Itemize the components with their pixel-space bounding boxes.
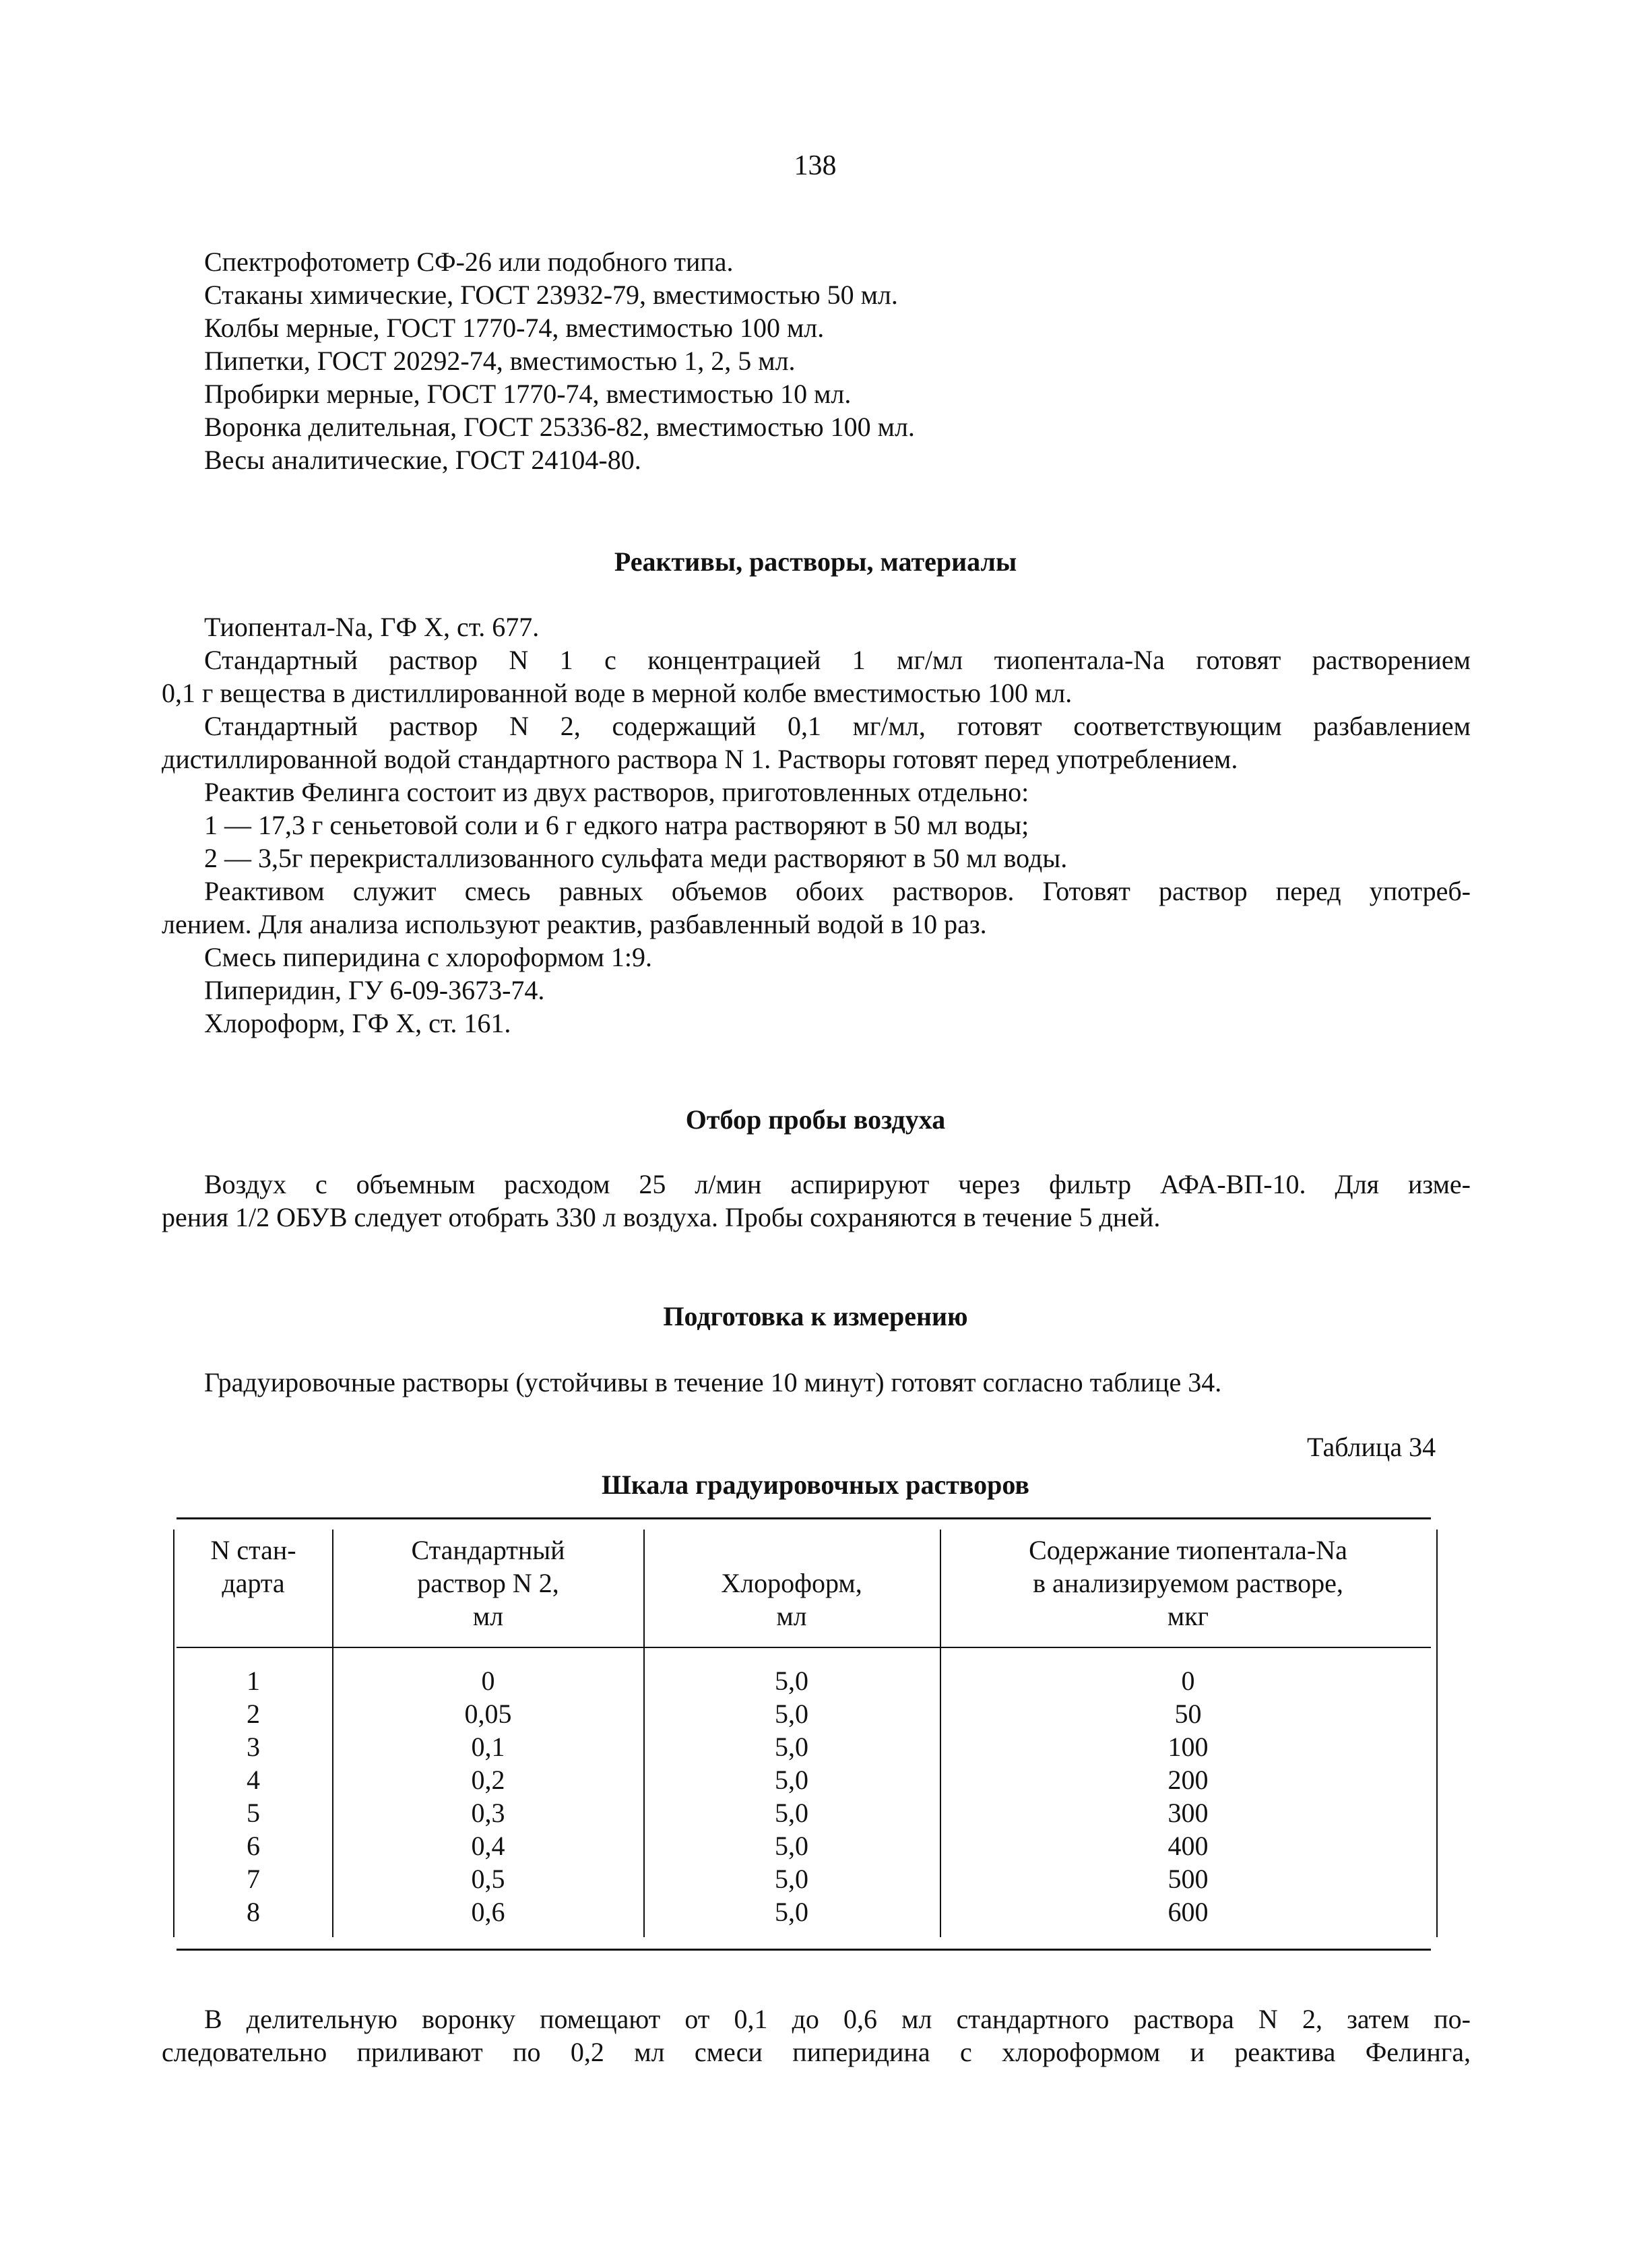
header-line: мкг (1167, 1601, 1209, 1631)
header-line: раствор N 2, (417, 1568, 559, 1598)
page-number: 138 (794, 150, 837, 181)
table-header-cell (645, 1567, 938, 1633)
table-cell: 5,0 (775, 1765, 808, 1795)
table-header-rule (177, 1647, 1431, 1648)
table-vline (332, 1530, 333, 1937)
table-vline (173, 1530, 174, 1937)
section-heading-reagents: Реактивы, растворы, материалы (614, 546, 1017, 577)
table-cell: 1 (247, 1666, 260, 1696)
table-cell: 7 (247, 1864, 260, 1894)
table-cell: 2 (247, 1699, 260, 1729)
reagent-line: Пиперидин, ГУ 6-09-3673-74. (204, 975, 545, 1005)
table-cell: 8 (247, 1897, 260, 1927)
reagent-line: дистиллированной водой стандартного раствора N 1. Растворы готовят перед употреблением. (162, 744, 1238, 774)
table-cell: 5,0 (775, 1831, 808, 1861)
table-cell: 5,0 (775, 1897, 808, 1927)
table-cell: 0,6 (471, 1897, 505, 1927)
header-line: Содержание тиопентала-Na (1029, 1535, 1347, 1565)
table-header-cell (942, 1534, 1434, 1633)
section-heading-sampling: Отбор пробы воздуха (685, 1104, 946, 1135)
table-vline (940, 1530, 941, 1937)
reagent-line: 0,1 г вещества в дистиллированной воде в мерной колбе вместимостью 100 мл. (162, 678, 1073, 708)
table-cell: 0,05 (464, 1699, 512, 1729)
reagent-line: 2 — 3,5г перекристаллизованного сульфата меди растворяют в 50 мл воды. (204, 843, 1068, 873)
section-heading-preparation: Подготовка к измерению (663, 1301, 968, 1331)
table-cell: 5,0 (775, 1699, 808, 1729)
table-cell: 4 (247, 1765, 260, 1795)
sampling-line: Воздух с объемным расходом 25 л/мин аспирируют через фильтр АФА-ВП-10. Для изме- (204, 1169, 1471, 1199)
equipment-item: Весы аналитические, ГОСТ 24104-80. (204, 445, 641, 475)
reagent-line: Реактив Фелинга состоит из двух растворов, приготовленных отдельно: (204, 777, 1029, 807)
table-cell: 6 (247, 1831, 260, 1861)
table-vline (1436, 1530, 1438, 1937)
table-cell: 400 (1168, 1831, 1209, 1861)
table-cell: 50 (1174, 1699, 1202, 1729)
table-cell: 3 (247, 1732, 260, 1762)
table-cell: 200 (1168, 1765, 1209, 1795)
equipment-item: Стаканы химические, ГОСТ 23932-79, вместимостью 50 мл. (204, 280, 898, 310)
table-cell: 0,5 (471, 1864, 505, 1894)
table-cell: 0,1 (471, 1732, 505, 1762)
header-line: мл (472, 1601, 504, 1631)
table-cell: 0 (481, 1666, 495, 1696)
header-line: мл (776, 1601, 807, 1631)
table-cell: 0 (1181, 1666, 1195, 1696)
header-line: дарта (222, 1568, 285, 1598)
table-bottom-rule (177, 1949, 1431, 1951)
table-cell: 0,3 (471, 1798, 505, 1828)
equipment-item: Воронка делительная, ГОСТ 25336-82, вместимостью 100 мл. (204, 412, 915, 442)
equipment-item: Пробирки мерные, ГОСТ 1770-74, вместимостью 10 мл. (204, 379, 852, 409)
reagent-line: Стандартный раствор N 1 с концентрацией 1 мг/мл тиопентала-Na готовят растворением (204, 645, 1471, 675)
table-cell: 5,0 (775, 1798, 808, 1828)
reagent-line: Тиопентал-Na, ГФ X, ст. 677. (204, 612, 540, 642)
reagent-line: Стандартный раствор N 2, содержащий 0,1 мг/мл, готовят соответствующим разбавлением (204, 711, 1471, 741)
reagent-line: лением. Для анализа используют реактив, разбавленный водой в 10 раз. (162, 909, 987, 939)
table-cell: 5,0 (775, 1732, 808, 1762)
table-vline (643, 1530, 645, 1937)
equipment-item: Пипетки, ГОСТ 20292-74, вместимостью 1, 2, 5 мл. (204, 346, 796, 376)
table-label: Таблица 34 (1307, 1432, 1436, 1462)
reagent-line: Хлороформ, ГФ X, ст. 161. (204, 1008, 511, 1038)
table-cell: 0,4 (471, 1831, 505, 1861)
header-line: Стандартный (411, 1535, 565, 1565)
table-header-cell (335, 1534, 641, 1633)
closing-line: следовательно приливают по 0,2 мл смеси пиперидина с хлороформом и реактива Фелинга, (162, 2037, 1471, 2067)
table-cell: 5,0 (775, 1864, 808, 1894)
equipment-item: Колбы мерные, ГОСТ 1770-74, вместимостью 100 мл. (204, 313, 825, 343)
table-cell: 300 (1168, 1798, 1209, 1828)
sampling-line: рения 1/2 ОБУВ следует отобрать 330 л воздуха. Пробы сохраняются в течение 5 дней. (162, 1202, 1161, 1232)
reagent-line: 1 — 17,3 г сеньетовой соли и 6 г едкого натра растворяют в 50 мл воды; (204, 810, 1029, 840)
table-cell: 0,2 (471, 1765, 505, 1795)
reagent-line: Реактивом служит смесь равных объемов обоих растворов. Готовят раствор перед употреб- (204, 876, 1471, 906)
table-cell: 500 (1168, 1864, 1209, 1894)
header-line: N стан- (210, 1535, 296, 1565)
preparation-text: Градуировочные растворы (устойчивы в течение 10 минут) готовят согласно таблице 34. (204, 1367, 1222, 1397)
table-cell: 5,0 (775, 1666, 808, 1696)
reagent-line: Смесь пиперидина с хлороформом 1:9. (204, 942, 653, 972)
closing-line: В делительную воронку помещают от 0,1 до 0,6 мл стандартного раствора N 2, затем по- (204, 2004, 1471, 2034)
header-line: в анализируемом растворе, (1033, 1568, 1343, 1598)
table-cell: 5 (247, 1798, 260, 1828)
table-top-rule (177, 1517, 1431, 1519)
table-cell: 600 (1168, 1897, 1209, 1927)
table-header-cell (177, 1534, 330, 1600)
table-cell: 100 (1168, 1732, 1209, 1762)
equipment-item: Спектрофотометр СФ-26 или подобного типа. (204, 247, 734, 277)
header-line: Хлороформ, (721, 1568, 862, 1598)
table-title: Шкала градуировочных растворов (601, 1470, 1030, 1500)
